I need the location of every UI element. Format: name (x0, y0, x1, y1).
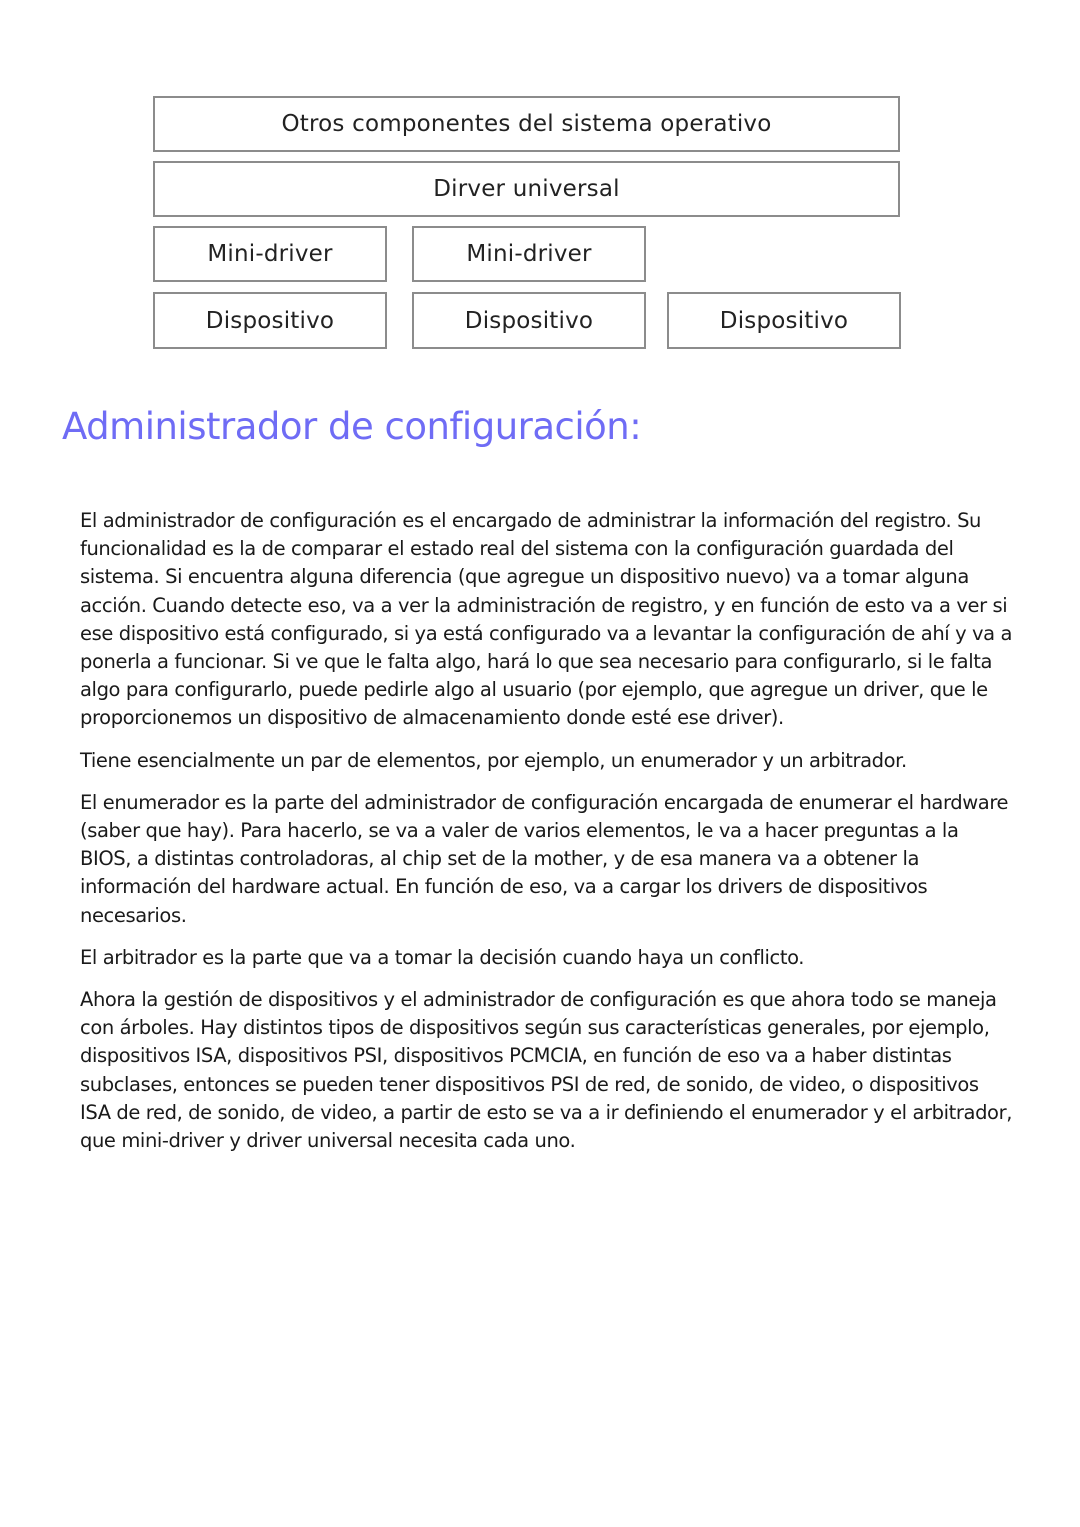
device-label-3: Dispositivo (719, 307, 849, 334)
mini-driver-label-2: Mini-driver (466, 241, 592, 267)
device-box-2 (412, 292, 646, 349)
paragraph-enumerator: El enumerador es la parte del administrador de configuración encargada de enumerar el hardware (saber que hay). Para hacerlo, se va a valer de varios elementos, le va a hacer preguntas a la BIOS, a distintas controladoras, al chip set de la mother, y de esa manera va a obtener la información del hardware actual. En función de eso, va a cargar los drivers de dispositivos necesarios. (80, 790, 1009, 927)
os-components-label: Otros componentes del sistema operativo (281, 111, 772, 137)
paragraph-elements: Tiene esencialmente un par de elementos, por ejemplo, un enumerador y un arbitrador. (80, 748, 907, 772)
universal-driver-label: Dirver universal (433, 176, 620, 202)
universal-driver-box (153, 161, 900, 217)
paragraph-intro: El administrador de configuración es el encargado de administrar la información del registro. Su funcionalidad es la de comparar el estado real del sistema con la configuración guardada del sistema. Si encuentra alguna diferencia (que agregue un dispositivo nuevo) va a tomar alguna acción. Cuando detecte eso, va a ver la administración de registro, y en función de esto va a ver si ese dispositivo está configurado, si ya está configurado va a levantar la configuración de ahí y va a ponerla a funcionar. Si ve que le falta algo, hará lo que sea necesario para configurarlo, si le falta algo para configurarlo, puede pedirle algo al usuario (por ejemplo, que agregue un driver, que le proporcionemos un dispositivo de almacenamiento donde esté ese driver). (80, 509, 1013, 730)
device-label-2: Dispositivo (464, 307, 594, 334)
device-label-1: Dispositivo (205, 307, 335, 334)
mini-driver-label-1: Mini-driver (207, 241, 333, 267)
paragraph-trees: Ahora la gestión de dispositivos y el administrador de configuración es que ahora todo se maneja con árboles. Hay distintos tipos de dispositivos según sus características generales, por ejemplo, dispositivos ISA, dispositivos PSI, dispositivos PCMCIA, en función de eso va a haber distintas subclases, entonces se pueden tener dispositivos PSI de red, de sonido, de video, o dispositivos ISA de red, de sonido, de video, a partir de esto se va a ir definiendo el enumerador y el arbitrador, que mini-driver y driver universal necesita cada uno. (80, 988, 1013, 1153)
paragraph-arbitrator: El arbitrador es la parte que va a tomar la decisión cuando haya un conflicto. (80, 945, 805, 969)
section-heading: Administrador de configuración: (62, 405, 642, 448)
device-box-1 (153, 292, 387, 349)
mini-driver-box-2 (412, 226, 646, 282)
section-body (80, 507, 1015, 1169)
os-components-box (153, 96, 900, 152)
device-box-3 (667, 292, 901, 349)
mini-driver-box-1 (153, 226, 387, 282)
